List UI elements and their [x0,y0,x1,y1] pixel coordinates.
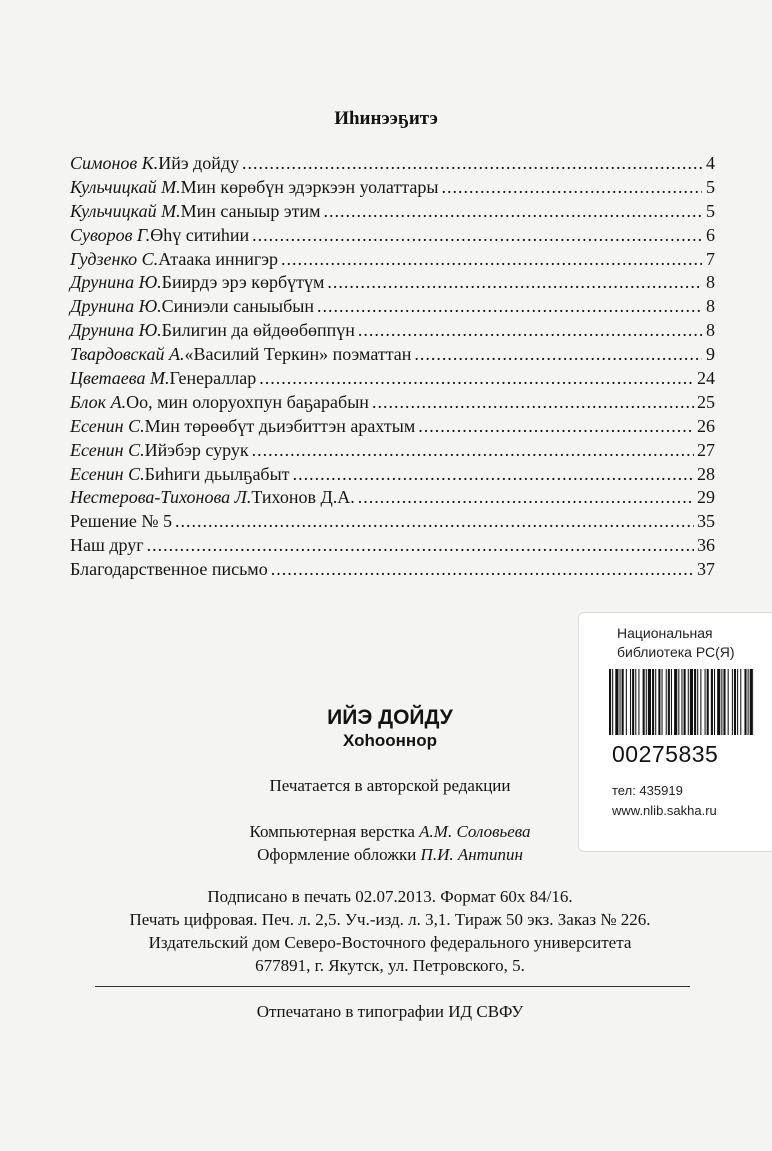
barcode-bar [630,669,631,735]
toc-entry [70,320,715,344]
toc-entry [70,487,715,511]
barcode-bar [711,669,713,735]
toc-leader-dots [418,416,694,437]
toc-entry-title: Генераллар [169,368,257,389]
toc-entry-title: Тихонов Д.А. [251,487,355,508]
publisher-line: Издательский дом Северо-Восточного федерального университета [148,933,632,952]
toc-entry-author: Есенин С. [70,439,145,460]
barcode-bar [652,669,654,735]
toc-entry-title: Ийэбэр сурук [144,439,249,460]
barcode-bar [638,669,639,735]
toc-entry-title: Синиэли саныыбын [161,296,314,317]
toc-entry [70,368,715,392]
book-subtitle: Хоһооннор [343,731,437,750]
toc-entry-title: Благодарственное письмо [70,559,268,580]
toc-entry [70,249,715,273]
toc-entry-page: 8 [706,320,715,341]
library-name-line-2: библиотека РС(Я) [617,644,735,660]
barcode-bar [609,669,611,735]
barcode-bar [737,669,738,735]
toc-entry-title: «Василий Теркин» поэматтан [184,344,412,365]
toc-entry-page: 27 [697,439,715,460]
barcode-number: 00275835 [612,741,719,767]
barcode-bar [666,669,667,735]
toc-leader-dots [324,201,703,222]
toc-entry-page: 9 [706,344,715,365]
toc-entry-title: Өһү ситиһии [150,224,250,245]
printed-at-line: Отпечатано в типографии ИД СВФУ [256,1002,524,1021]
toc-entry [70,464,715,488]
library-name [617,624,735,662]
barcode-bar [648,669,651,735]
toc-title: Иһинээҕитэ [334,108,438,129]
barcode-bar [658,669,660,735]
barcode-bar [655,669,656,735]
toc-entry-author: Есенин С. [70,463,145,484]
toc-entry-title: Решение № 5 [70,511,173,532]
barcode-bar [646,669,647,735]
barcode-bar [620,669,621,735]
toc-entry-page: 8 [706,296,715,317]
barcode-bar [671,669,672,735]
layout-credit-label: Компьютерная верстка [249,822,420,841]
toc-entry-title: Наш друг [70,535,144,556]
barcode-bar [714,669,715,735]
toc-leader-dots [441,177,702,198]
barcode-bar [717,669,720,735]
toc-entry-author: Друнина Ю. [70,296,162,317]
toc-entry-title: Атаака иннигэр [158,248,278,269]
toc-entry-title: Биһиги дьылҕабыт [144,463,290,484]
toc-leader-dots [317,296,702,317]
barcode-bar [732,669,733,735]
barcode-bar [723,669,725,735]
toc-entry-page: 36 [697,535,715,556]
toc-leader-dots [271,559,694,580]
toc-entry [70,177,715,201]
barcode-icon [609,669,754,735]
toc-entry [70,535,715,559]
library-sticker [578,612,772,852]
barcode-bar [678,669,679,735]
toc-entry-author: Гудзенко С. [70,248,159,269]
book-title: ИЙЭ ДОЙДУ [327,706,453,729]
toc-entry [70,272,715,296]
barcode-bar [643,669,645,735]
toc-entry-page: 25 [697,391,715,412]
toc-entry-page: 35 [697,511,715,532]
toc-entry-page: 37 [697,559,715,580]
toc-entry-author: Кульчицкай М. [70,176,181,197]
toc-leader-dots [252,440,694,461]
toc-entry-author: Нестерова-Тихонова Л. [70,487,252,508]
toc-entry [70,201,715,225]
toc-entry-title: Билигин да өйдөөбөппүн [161,320,355,341]
toc-entry-title: Оо, мин олоруохпун баҕарабын [126,391,369,412]
toc-entry-author: Есенин С. [70,415,145,436]
toc-entry-page: 28 [697,463,715,484]
barcode-bar [688,669,689,735]
toc-entry-page: 5 [706,176,715,197]
barcode-bar [707,669,709,735]
toc-entry-author: Суворов Г. [70,224,151,245]
cover-credit-person: П.И. Антипин [420,845,523,864]
barcode-bar [668,669,670,735]
library-phone: тел: 435919 [612,783,683,798]
toc-leader-dots [252,225,702,246]
barcode-bar [662,669,663,735]
barcode-bar [690,669,693,735]
library-website: www.nlib.sakha.ru [612,803,717,818]
toc-leader-dots [281,249,702,270]
toc-leader-dots [358,320,702,341]
toc-entry-title: Биирдэ эрэ көрбүтүм [161,272,325,293]
print-details-line-1: Подписано в печать 02.07.2013. Формат 60х 84/16. [207,887,573,906]
toc-entry-author: Цветаева М. [70,368,170,389]
toc-entry [70,416,715,440]
toc-entry-page: 5 [706,200,715,221]
toc-leader-dots [414,344,702,365]
toc-entry-title: Мин саныыр этим [180,200,321,221]
divider-rule [95,986,690,987]
toc-entry-author: Друнина Ю. [70,320,162,341]
toc-entry-author: Твардовскай А. [70,344,185,365]
toc-entry-page: 7 [706,248,715,269]
edition-note: Печатается в авторской редакции [269,776,511,795]
cover-credit-label: Оформление обложки [257,845,421,864]
barcode-bar [697,669,698,735]
toc-entry-title: Мин төрөөбүт дьиэбиттэн арахтым [144,415,416,436]
toc-entry-page: 24 [697,368,715,389]
barcode-bar [622,669,624,735]
toc-entry [70,559,715,583]
toc-leader-dots [358,487,694,508]
toc-entry [70,344,715,368]
toc-entry-author: Кульчицкай М. [70,200,181,221]
toc-entry [70,225,715,249]
toc-leader-dots [293,464,694,485]
barcode-bar [705,669,706,735]
toc-entry-author: Блок А. [70,391,127,412]
barcode-bar [700,669,701,735]
barcode-bar [632,669,634,735]
barcode-bar [612,669,613,735]
toc-entry [70,296,715,320]
toc-entry-page: 26 [697,415,715,436]
barcode-bar [626,669,627,735]
layout-credit-person: А.М. Соловьева [419,822,531,841]
toc-entry [70,511,715,535]
toc-leader-dots [259,368,694,389]
toc-leader-dots [327,272,702,293]
toc-entry [70,392,715,416]
toc-leader-dots [242,153,702,174]
table-of-contents [70,153,715,583]
barcode-bar [748,669,749,735]
barcode-bar [728,669,729,735]
toc-entry [70,153,715,177]
toc-entry-page: 4 [706,153,715,173]
toc-entry [70,440,715,464]
toc-leader-dots [175,511,694,532]
toc-entry-title: Ийэ дойду [158,153,240,173]
barcode-bar [750,669,753,735]
print-details-line-2: Печать цифровая. Печ. л. 2,5. Уч.-изд. л. 3,1. Тираж 50 экз. Заказ № 226. [129,910,651,929]
toc-entry-page: 6 [706,224,715,245]
barcode-bar [681,669,682,735]
barcode-bar [694,669,696,735]
toc-leader-dots [147,535,694,556]
barcode-bar [734,669,736,735]
toc-entry-title: Мин көрөбүн эдэркээн уолаттары [180,176,439,197]
barcode-bar [684,669,686,735]
barcode-bar [615,669,618,735]
address-line: 677891, г. Якутск, ул. Петровского, 5. [255,956,525,975]
barcode-bar [744,669,746,735]
barcode-bar [721,669,722,735]
toc-entry-author: Друнина Ю. [70,272,162,293]
barcode-bar [674,669,677,735]
toc-entry-page: 8 [706,272,715,293]
barcode-bar [740,669,741,735]
toc-leader-dots [372,392,694,413]
library-name-line-1: Национальная [617,625,713,641]
barcode-bar [635,669,636,735]
toc-entry-author: Симонов К. [70,153,159,173]
toc-entry-page: 29 [697,487,715,508]
